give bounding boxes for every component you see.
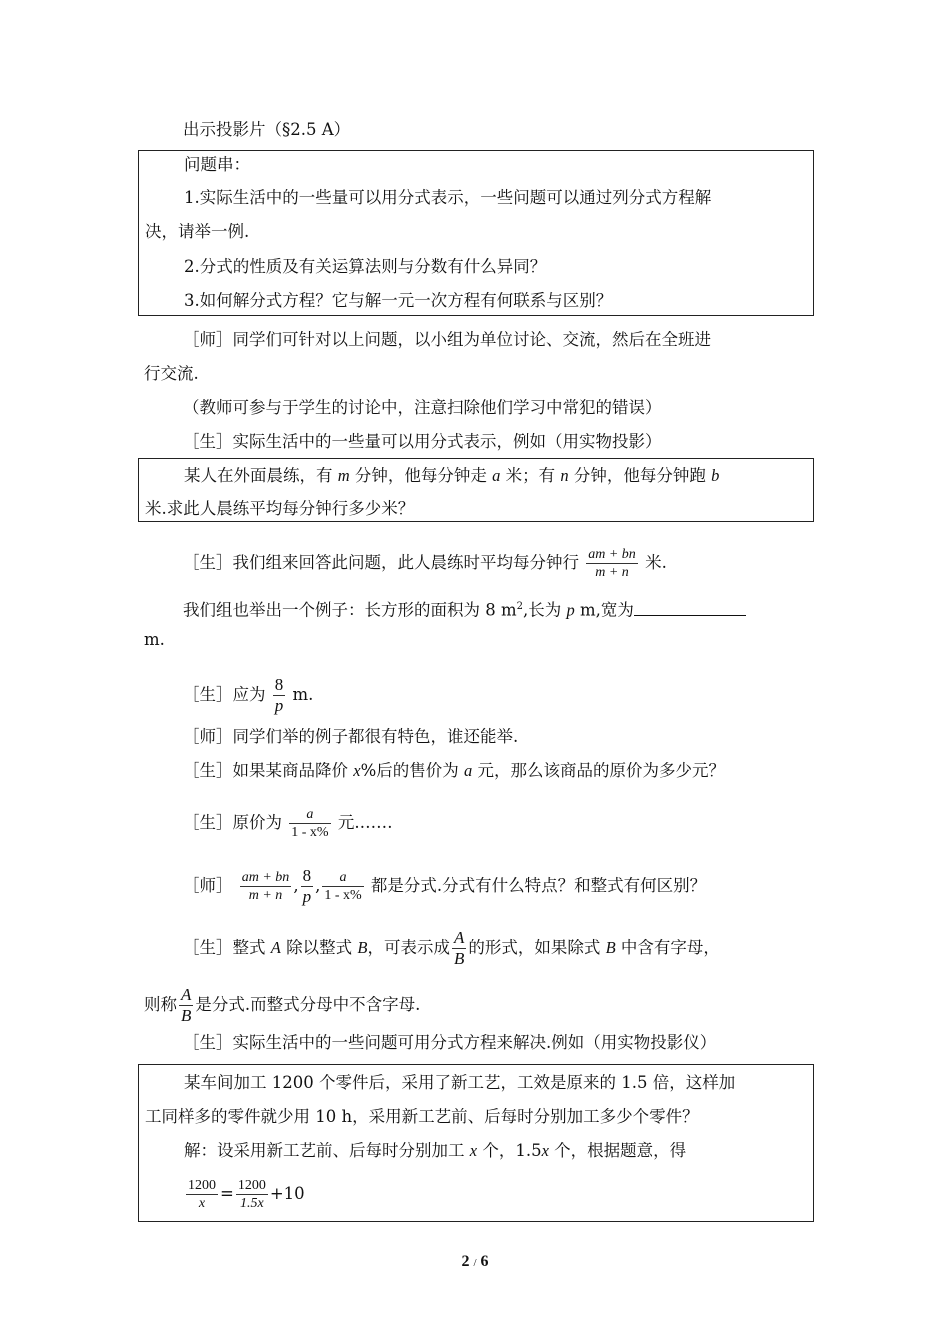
teacher-line-1b: 行交流. (144, 364, 199, 383)
question-1a: 1.实际生活中的一些量可以用分式表示，一些问题可以通过列分式方程解 (184, 188, 712, 207)
teacher-line-1a: ［师］同学们可针对以上问题，以小组为单位讨论、交流，然后在全班进 (183, 330, 711, 349)
student-line-6: ［生］原价为 $\frac{a}{1 - x\%}$ 元.…… (183, 807, 393, 840)
workshop-problem-box (138, 1064, 814, 1222)
fraction-avg-2: $\frac{am + bn}{m + n}$ (241, 870, 290, 903)
fraction-avg: $\frac{am + bn}{m + n}$ (588, 547, 636, 580)
teacher-line-2: ［师］同学们举的例子都很有特色，谁还能举. (183, 727, 519, 746)
intro-line: 出示投影片（§2.5 A） (183, 120, 351, 139)
fraction-a-over-b: $\frac{A}{B}$ (453, 928, 465, 968)
question-3: 3.如何解分式方程？它与解一元一次方程有何联系与区别？ (184, 291, 613, 310)
page-number: 2 / 6 (461, 1253, 489, 1270)
fraction-price: $\frac{a}{1 - x\%}$ (291, 807, 329, 840)
student-line-7b: 则称 $\frac{A}{B}$ 是分式.而整式分母中不含字母. (144, 985, 421, 1025)
student-line-5: ［生］如果某商品降价 x%后的售价为 a 元，那么该商品的原价为多少元？ (183, 761, 726, 780)
box-title: 问题串： (184, 155, 250, 174)
running-problem-line-1: 某人在外面晨练，有 m 分钟，他每分钟走 a 米；有 n 分钟，他每分钟跑 b (184, 466, 720, 485)
student-line-4: ［生］应为 $\frac{8}{p}$ m. (183, 675, 314, 715)
fraction-8-over-p: $\frac{8}{p}$ (274, 675, 284, 715)
student-line-8: ［生］实际生活中的一些问题可用分式方程来解决.例如（用实物投影仪） (183, 1033, 717, 1052)
fraction-a-over-b-2: $\frac{A}{B}$ (181, 985, 192, 1025)
teacher-line-3: ［师］ $\frac{am + bn}{m + n}$ , $\frac{8}{p}$ , $\frac{a}{1 - x\%}$ 都是分式.分式有什么特点？和整式有何区别？ (183, 866, 707, 906)
eq-left-fraction: $\frac{1200}{x}$ (188, 1178, 216, 1211)
answer-blank (634, 599, 746, 616)
student-line-2: ［生］我们组来回答此问题，此人晨练时平均每分钟行 $\frac{am + bn}{m + n}$ 米. (183, 547, 667, 580)
workshop-line-3: 解：设采用新工艺前、后每时分别加工 x 个，1.5x 个，根据题意，得 (184, 1141, 687, 1160)
question-2: 2.分式的性质及有关运算法则与分数有什么异同？ (184, 257, 547, 276)
student-line-3b: m. (144, 630, 165, 649)
student-line-1: ［生］实际生活中的一些量可以用分式表示，例如（用实物投影） (183, 432, 662, 451)
equation: $\frac{1200}{x}$ = $\frac{1200}{1.5x}$ +10 (188, 1178, 305, 1211)
running-problem-box (138, 458, 814, 522)
workshop-line-1: 某车间加工 1200 个零件后，采用了新工艺，工效是原来的 1.5 倍，这样加 (184, 1073, 736, 1092)
question-box (138, 150, 814, 316)
student-line-3: 我们组也举出一个例子：长方形的面积为 8 $m^2$,长为 p m,宽为 (183, 595, 746, 623)
fraction-price-2: $\frac{a}{1 - x\%}$ (324, 870, 362, 903)
workshop-line-2: 工同样多的零件就少用 10 h，采用新工艺前、后每时分别加工多少个零件？ (145, 1107, 699, 1126)
eq-right-fraction: $\frac{1200}{1.5x}$ (237, 1178, 266, 1211)
student-line-7: ［生］整式 A 除以整式 B，可表示成 $\frac{A}{B}$ 的形式，如果除式 B 中含有字母， (183, 928, 720, 968)
question-1b: 决，请举一例. (145, 222, 250, 241)
running-problem-line-2: 米.求此人晨练平均每分钟行多少米？ (145, 499, 415, 518)
fraction-8-over-p-2: $\frac{8}{p}$ (302, 866, 312, 906)
note-line: （教师可参与于学生的讨论中，注意扫除他们学习中常犯的错误） (183, 398, 662, 417)
